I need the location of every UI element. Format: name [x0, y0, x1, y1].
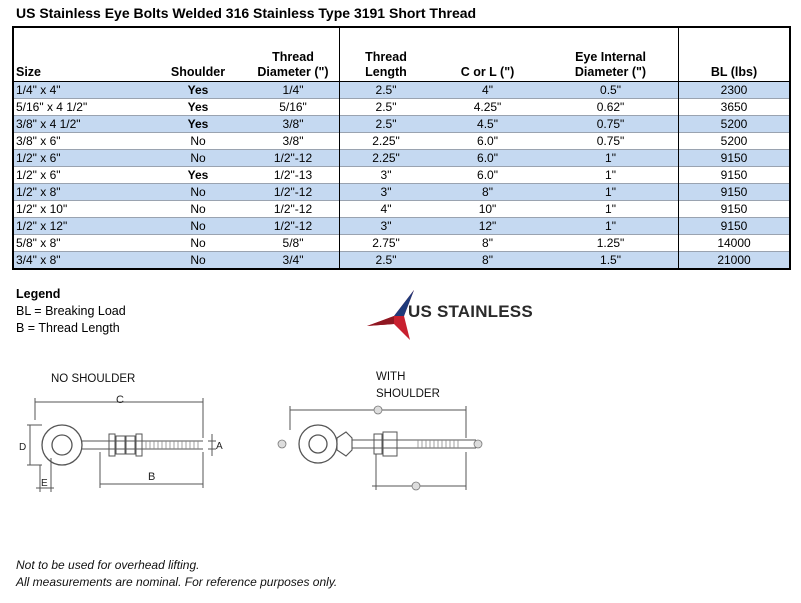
table-cell: 1"	[543, 167, 679, 184]
table-cell: No	[190, 236, 206, 250]
column-header-text: Length	[365, 65, 407, 79]
table-cell: 1/4"	[247, 82, 340, 99]
table-row	[13, 252, 790, 270]
spec-table	[12, 26, 791, 270]
table-cell: 1/2" x 12"	[16, 219, 68, 233]
column-header-text: Thread	[272, 50, 314, 64]
table-cell: 1"	[543, 184, 679, 201]
table-cell: 3/4"	[247, 252, 340, 270]
table-cell: 4.5"	[477, 117, 498, 131]
table-cell: 14000	[717, 236, 751, 250]
table-cell: 3/8" x 6"	[16, 134, 61, 148]
table-cell: 8"	[482, 236, 493, 250]
table-cell: 10"	[478, 202, 497, 216]
legend-item-bl: BL = Breaking Load	[16, 304, 126, 318]
page-title: US Stainless Eye Bolts Welded 316 Stainless Type 3191 Short Thread	[16, 5, 477, 21]
column-header	[149, 27, 247, 82]
no-shoulder-caption: NO SHOULDER	[51, 373, 136, 385]
table-cell: 1/2" x 6"	[16, 151, 61, 165]
table-cell: 3650	[720, 100, 748, 114]
table-cell: 1/2" x 8"	[16, 185, 61, 199]
table-cell: 1.5"	[543, 252, 679, 270]
column-header-text: Shoulder	[170, 65, 226, 79]
legend	[16, 286, 126, 337]
table-cell: 3/4" x 8"	[16, 253, 61, 267]
table-cell: 4"	[482, 83, 493, 97]
table-cell: 1/2"-12	[247, 201, 340, 218]
with-shoulder-caption-line2: SHOULDER	[376, 388, 440, 400]
table-cell: 3"	[380, 168, 392, 182]
table-cell: 2.25"	[372, 134, 400, 148]
table-cell: No	[190, 134, 206, 148]
table-cell: 6.0"	[477, 134, 498, 148]
table-cell: 1"	[543, 201, 679, 218]
column-header-text: Diameter (")	[257, 65, 329, 79]
column-header	[340, 27, 433, 82]
table-cell: 5/16" x 4 1/2"	[16, 100, 88, 114]
table-cell: 1.25"	[543, 235, 679, 252]
table-cell: 3/8" x 4 1/2"	[16, 117, 81, 131]
table-cell: 9150	[720, 185, 748, 199]
table-cell: 12"	[478, 219, 497, 233]
table-cell: 9150	[720, 219, 748, 233]
table-cell: No	[190, 253, 206, 267]
table-row	[13, 150, 790, 167]
table-cell: 2.5"	[375, 117, 397, 131]
no-shoulder-eye-bolt-diagram	[18, 390, 228, 500]
table-cell: 1/2" x 6"	[16, 168, 61, 182]
column-header-text: Thread	[365, 50, 407, 64]
table-cell: 5200	[720, 134, 748, 148]
table-cell: 9150	[720, 202, 748, 216]
table-row	[13, 116, 790, 133]
table-cell: 0.75"	[543, 116, 679, 133]
column-header-text: Diameter (")	[574, 65, 647, 79]
table-cell: 2.75"	[372, 236, 400, 250]
table-cell: 2.5"	[375, 100, 397, 114]
footnote-nominal-measurements: All measurements are nominal. For reference purposes only.	[16, 575, 338, 589]
table-cell: 2.25"	[372, 151, 400, 165]
table-cell: 6.0"	[477, 168, 498, 182]
table-cell: 5/8" x 8"	[16, 236, 61, 250]
column-header	[13, 27, 149, 82]
table-cell: No	[190, 151, 206, 165]
with-shoulder-caption-line1: WITH	[376, 371, 406, 383]
table-cell: 8"	[482, 253, 493, 267]
column-header	[543, 27, 679, 82]
table-cell: 2.5"	[375, 253, 397, 267]
table-cell: 5/8"	[247, 235, 340, 252]
table-cell: 5200	[720, 117, 748, 131]
footnote-overhead-warning: Not to be used for overhead lifting.	[16, 558, 200, 572]
table-cell: 8"	[482, 185, 493, 199]
dim-label-c: C	[116, 394, 124, 406]
table-row	[13, 82, 790, 99]
dim-label-a: A	[216, 441, 223, 452]
table-cell: No	[190, 219, 206, 233]
table-cell: 4.25"	[473, 100, 502, 114]
column-header-text: Eye Internal	[575, 50, 646, 64]
dim-label-b: B	[148, 471, 156, 483]
table-cell: 3/8"	[247, 133, 340, 150]
table-cell: 1/4" x 4"	[16, 83, 61, 97]
table-cell: Yes	[187, 117, 209, 131]
column-header-text: Size	[16, 65, 42, 79]
table-row	[13, 235, 790, 252]
table-body	[13, 82, 790, 270]
table-cell: 1/2"-12	[247, 218, 340, 235]
table-header-row	[13, 27, 790, 82]
table-cell: 3"	[380, 219, 392, 233]
logo-text: US STAINLESS	[408, 302, 533, 321]
column-header	[432, 27, 543, 82]
table-row	[13, 201, 790, 218]
column-header-text: BL (lbs)	[710, 65, 758, 79]
table-cell: 0.62"	[543, 99, 679, 116]
table-cell: 1/2"-13	[247, 167, 340, 184]
column-header	[247, 27, 340, 82]
column-header-text: C or L (")	[460, 65, 515, 79]
dim-label-d: D	[19, 442, 27, 453]
table-cell: 1"	[543, 150, 679, 167]
table-cell: Yes	[187, 168, 209, 182]
table-cell: 9150	[720, 151, 748, 165]
legend-heading: Legend	[16, 287, 61, 301]
table-row	[13, 184, 790, 201]
table-cell: 4"	[380, 202, 392, 216]
table-row	[13, 167, 790, 184]
table-cell: 1"	[543, 218, 679, 235]
table-cell: 1/2" x 10"	[16, 202, 68, 216]
table-cell: 3"	[380, 185, 392, 199]
table-cell: 1/2"-12	[247, 184, 340, 201]
table-cell: 6.0"	[477, 151, 498, 165]
table-row	[13, 99, 790, 116]
table-cell: 0.75"	[543, 133, 679, 150]
table-cell: 9150	[720, 168, 748, 182]
table-cell: 21000	[717, 253, 751, 267]
table-cell: 3/8"	[247, 116, 340, 133]
table-cell: Yes	[187, 83, 209, 97]
table-cell: 1/2"-12	[247, 150, 340, 167]
table-cell: 2.5"	[375, 83, 397, 97]
table-cell: No	[190, 202, 206, 216]
with-shoulder-eye-bolt-diagram	[268, 402, 490, 494]
table-cell: 2300	[720, 83, 748, 97]
table-cell: 5/16"	[247, 99, 340, 116]
column-header	[679, 27, 791, 82]
table-cell: No	[190, 185, 206, 199]
table-cell: 0.5"	[543, 82, 679, 99]
table-row	[13, 218, 790, 235]
table-cell: Yes	[187, 100, 209, 114]
dim-label-e: E	[41, 478, 48, 489]
legend-item-b: B = Thread Length	[16, 321, 120, 335]
table-row	[13, 133, 790, 150]
